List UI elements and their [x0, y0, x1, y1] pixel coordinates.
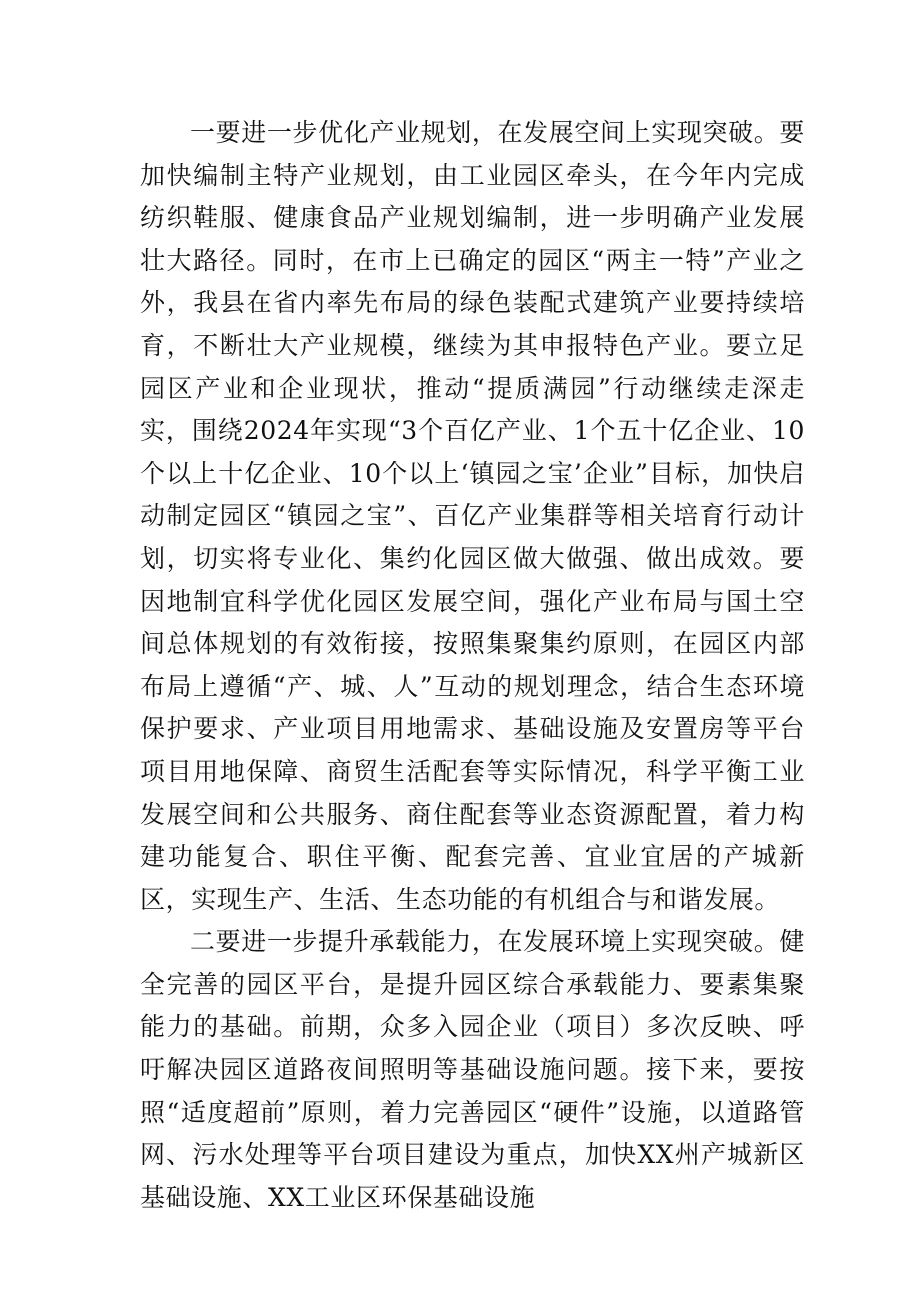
- paragraph-industrial-planning: 一要进一步优化产业规划，在发展空间上实现突破。要加快编制主特产业规划，由工业园区牵头，在今年内完成纺织鞋服、健康食品产业规划编制，进一步明确产业发展壮大路径。同时，在市上已确定的园区“两主一特”产业之外，我县在省内率先布局的绿色装配式建筑产业要持续培育，不断壮大产业规模，继续为其申报特色产业。要立足园区产业和企业现状，推动“提质满园”行动继续走深走实，围绕2024年实现“3个百亿产业、1个五十亿企业、10个以上十亿企业、10个以上‘镇园之宝’企业”目标，加快启动制定园区“镇园之宝”、百亿产业集群等相关培育行动计划，切实将专业化、集约化园区做大做强、做出成效。要因地制宜科学优化园区发展空间，强化产业布局与国土空间总体规划的有效衔接，按照集聚集约原则，在园区内部布局上遵循“产、城、人”互动的规划理念，结合生态环境保护要求、产业项目用地需求、基础设施及安置房等平台项目用地保障、商贸生活配套等实际情况，科学平衡工业发展空间和公共服务、商住配套等业态资源配置，着力构建功能复合、职住平衡、配套完善、宜业宜居的产城新区，实现生产、生活、生态功能的有机组合与和谐发展。: [140, 118, 805, 914]
- document-body: [140, 112, 805, 1219]
- paragraph-carrying-capacity: 二要进一步提升承载能力，在发展环境上实现突破。健全完善的园区平台，是提升园区综合承载能力、要素集聚能力的基础。前期，众多入园企业（项目）多次反映、呼吁解决园区道路夜间照明等基础设施问题。接下来，要按照“适度超前”原则，着力完善园区“硬件”设施，以道路管网、污水处理等平台项目建设为重点，加快XX州产城新区基础设施、XX工业区环保基础设施: [140, 927, 805, 1212]
